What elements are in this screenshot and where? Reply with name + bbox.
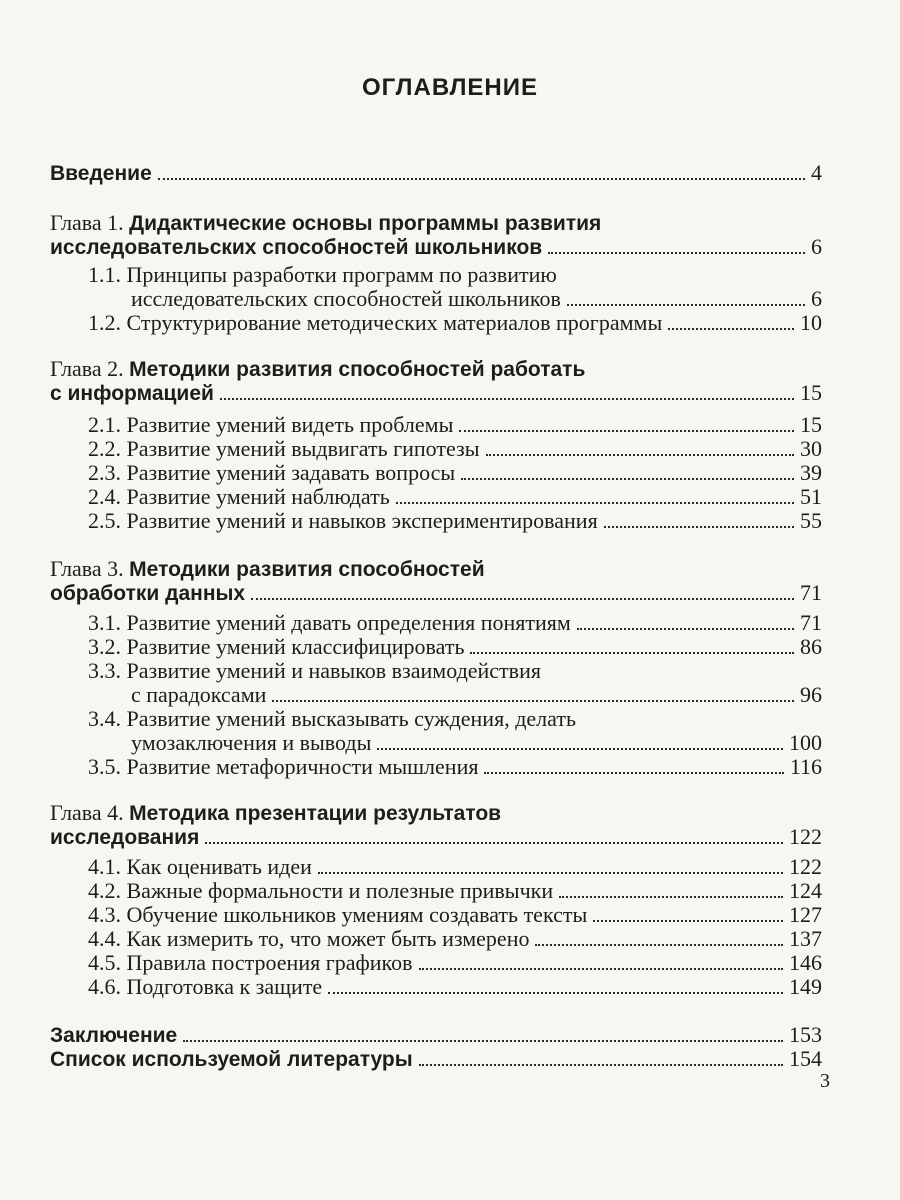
section-title: Правила построения графиков bbox=[126, 950, 413, 975]
toc-page-number: 51 bbox=[800, 484, 822, 509]
section-number: 3.4. bbox=[88, 706, 121, 731]
leader-dots bbox=[535, 944, 783, 946]
chapter-title-cont: с информацией bbox=[50, 382, 214, 405]
section-title: Структурирование методических материалов программы bbox=[126, 310, 663, 335]
section-number: 4.4. bbox=[88, 926, 121, 951]
toc-entry-4-6[interactable] bbox=[88, 974, 822, 1000]
toc-page-number: 55 bbox=[800, 508, 822, 533]
chapter-prefix: Глава 2. bbox=[50, 356, 130, 381]
section-title: Развитие умений видеть проблемы bbox=[126, 412, 454, 437]
toc-entry-3-4-first-line[interactable] bbox=[88, 706, 576, 732]
section-number: 2.2. bbox=[88, 436, 121, 461]
toc-page-number: 6 bbox=[811, 286, 822, 311]
section-title: Как измерить то, что может быть измерено bbox=[126, 926, 530, 951]
toc-entry-2-3[interactable] bbox=[88, 460, 822, 486]
leader-dots bbox=[419, 968, 784, 970]
toc-chapter-3-heading[interactable] bbox=[50, 556, 485, 583]
toc-entry-4-4[interactable] bbox=[88, 926, 822, 952]
toc-entry-3-4[interactable] bbox=[131, 730, 822, 756]
toc-page-number: 154 bbox=[789, 1046, 822, 1071]
toc-page-number: 127 bbox=[789, 902, 822, 927]
toc-entry-conclusion[interactable] bbox=[50, 1022, 822, 1048]
toc-page-number: 15 bbox=[800, 380, 822, 405]
leader-dots bbox=[461, 478, 794, 480]
toc-entry-4-2[interactable] bbox=[88, 878, 822, 904]
page-title: ОГЛАВЛЕНИЕ bbox=[361, 74, 539, 101]
leader-dots bbox=[396, 502, 794, 504]
leader-dots bbox=[559, 896, 783, 898]
toc-chapter-4-heading[interactable] bbox=[50, 800, 501, 827]
section-title: Развитие умений выдвигать гипотезы bbox=[126, 436, 480, 461]
leader-dots bbox=[604, 526, 794, 528]
section-number: 4.2. bbox=[88, 878, 121, 903]
toc-page-number: 137 bbox=[789, 926, 822, 951]
toc-page-number: 96 bbox=[800, 682, 822, 707]
section-title: Развитие умений наблюдать bbox=[126, 484, 390, 509]
section-title: Развитие умений задавать вопросы bbox=[126, 460, 456, 485]
leader-dots bbox=[377, 748, 783, 750]
leader-dots bbox=[272, 700, 794, 702]
leader-dots bbox=[205, 842, 783, 844]
leader-dots bbox=[158, 178, 805, 180]
leader-dots bbox=[459, 430, 794, 432]
toc-entry-2-1[interactable] bbox=[88, 412, 822, 438]
toc-entry-4-5[interactable] bbox=[88, 950, 822, 976]
section-number: 2.5. bbox=[88, 508, 121, 533]
leader-dots bbox=[470, 652, 794, 654]
toc-page-number: 122 bbox=[789, 824, 822, 849]
toc-entry-1-2[interactable] bbox=[88, 310, 822, 336]
section-title: Обучение школьников умениям создавать тексты bbox=[126, 902, 588, 927]
section-title-cont: умозаключения и выводы bbox=[131, 730, 372, 755]
toc-entry-label: Введение bbox=[50, 162, 152, 185]
section-title: Важные формальности и полезные привычки bbox=[126, 878, 554, 903]
toc-entry-3-3-first-line[interactable] bbox=[88, 658, 541, 684]
toc-entry-label: Список используемой литературы bbox=[50, 1048, 413, 1071]
chapter-title-cont: исследовательских способностей школьников bbox=[50, 236, 543, 259]
toc-entry-2-4[interactable] bbox=[88, 484, 822, 510]
toc-entry-1-1[interactable] bbox=[131, 286, 822, 312]
toc-entry-1-1-first-line[interactable] bbox=[88, 262, 557, 288]
section-number: 4.1. bbox=[88, 854, 121, 879]
toc-entry-3-1[interactable] bbox=[88, 610, 822, 636]
toc-entry-3-3[interactable] bbox=[131, 682, 822, 708]
toc-entry-chapter-4[interactable] bbox=[50, 824, 822, 850]
chapter-prefix: Глава 1. bbox=[50, 210, 130, 235]
section-number: 1.1. bbox=[88, 262, 121, 287]
leader-dots bbox=[668, 328, 794, 330]
toc-entry-chapter-1[interactable] bbox=[50, 234, 822, 260]
chapter-title: Методики развития способностей bbox=[129, 558, 485, 581]
leader-dots bbox=[486, 454, 794, 456]
section-title: Развитие умений давать определения понятиям bbox=[126, 610, 571, 635]
toc-page-number: 149 bbox=[789, 974, 822, 999]
leader-dots bbox=[328, 992, 783, 994]
toc-entry-intro[interactable] bbox=[50, 160, 822, 186]
page-number: 3 bbox=[820, 1070, 830, 1092]
section-title: Развитие умений высказывать суждения, делать bbox=[126, 706, 576, 731]
toc-page-number: 153 bbox=[789, 1022, 822, 1047]
section-number: 4.5. bbox=[88, 950, 121, 975]
toc-page-number: 116 bbox=[789, 754, 822, 779]
toc-entry-4-3[interactable] bbox=[88, 902, 822, 928]
toc-chapter-2-heading[interactable] bbox=[50, 356, 585, 383]
section-number: 3.3. bbox=[88, 658, 121, 683]
toc-page-number: 71 bbox=[800, 580, 822, 605]
leader-dots bbox=[183, 1040, 783, 1042]
toc-entry-2-5[interactable] bbox=[88, 508, 822, 534]
leader-dots bbox=[577, 628, 794, 630]
toc-entry-chapter-3[interactable] bbox=[50, 580, 822, 606]
section-title: Развитие умений и навыков экспериментирования bbox=[126, 508, 598, 533]
toc-page-number: 15 bbox=[800, 412, 822, 437]
leader-dots bbox=[419, 1064, 783, 1066]
leader-dots bbox=[318, 872, 783, 874]
chapter-title: Методики развития способностей работать bbox=[129, 358, 586, 381]
leader-dots bbox=[593, 920, 783, 922]
toc-entry-4-1[interactable] bbox=[88, 854, 822, 880]
toc-chapter-1-heading[interactable] bbox=[50, 210, 601, 237]
section-title: Подготовка к защите bbox=[126, 974, 323, 999]
toc-page-number: 122 bbox=[789, 854, 822, 879]
chapter-title-cont: исследования bbox=[50, 826, 200, 849]
section-title-cont: исследовательских способностей школьников bbox=[131, 286, 561, 311]
toc-entry-3-5[interactable] bbox=[88, 754, 822, 780]
section-number: 4.3. bbox=[88, 902, 121, 927]
toc-entry-2-2[interactable] bbox=[88, 436, 822, 462]
section-number: 2.3. bbox=[88, 460, 121, 485]
section-number: 4.6. bbox=[88, 974, 121, 999]
toc-page-number: 10 bbox=[800, 310, 822, 335]
section-number: 2.4. bbox=[88, 484, 121, 509]
chapter-title: Дидактические основы программы развития bbox=[129, 212, 602, 235]
leader-dots bbox=[484, 772, 783, 774]
toc-page-number: 86 bbox=[800, 634, 822, 659]
section-number: 3.2. bbox=[88, 634, 121, 659]
toc-page-number: 4 bbox=[811, 160, 822, 185]
leader-dots bbox=[548, 252, 805, 254]
section-title-cont: с парадоксами bbox=[131, 682, 267, 707]
toc-page-number: 6 bbox=[811, 234, 822, 259]
section-number: 1.2. bbox=[88, 310, 121, 335]
toc-page-number: 30 bbox=[800, 436, 822, 461]
leader-dots bbox=[251, 598, 794, 600]
section-number: 3.1. bbox=[88, 610, 121, 635]
toc-page-number: 71 bbox=[800, 610, 822, 635]
toc-page-number: 100 bbox=[789, 730, 822, 755]
toc-page-number: 39 bbox=[800, 460, 822, 485]
section-title: Как оценивать идеи bbox=[126, 854, 312, 879]
leader-dots bbox=[220, 398, 794, 400]
toc-entry-references[interactable] bbox=[50, 1046, 822, 1072]
toc-entry-3-2[interactable] bbox=[88, 634, 822, 660]
section-title: Развитие умений и навыков взаимодействия bbox=[126, 658, 541, 683]
chapter-prefix: Глава 3. bbox=[50, 556, 130, 581]
section-title: Развитие умений классифицировать bbox=[126, 634, 465, 659]
chapter-title-cont: обработки данных bbox=[50, 582, 246, 605]
toc-page-number: 124 bbox=[789, 878, 822, 903]
chapter-title: Методика презентации результатов bbox=[129, 802, 502, 825]
leader-dots bbox=[567, 304, 805, 306]
section-title: Принципы разработки программ по развитию bbox=[126, 262, 557, 287]
toc-page-number: 146 bbox=[789, 950, 822, 975]
section-number: 3.5. bbox=[88, 754, 121, 779]
section-title: Развитие метафоричности мышления bbox=[126, 754, 479, 779]
section-number: 2.1. bbox=[88, 412, 121, 437]
chapter-prefix: Глава 4. bbox=[50, 800, 130, 825]
toc-entry-label: Заключение bbox=[50, 1024, 178, 1047]
toc-entry-chapter-2[interactable] bbox=[50, 380, 822, 406]
